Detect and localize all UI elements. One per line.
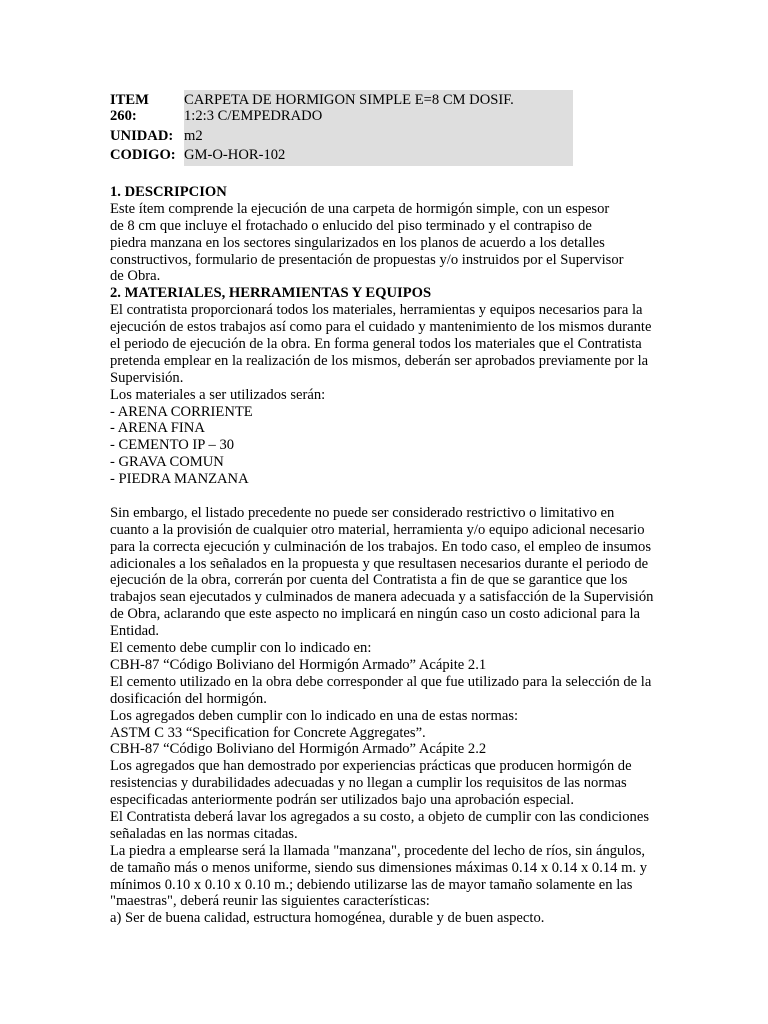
text-line: trabajos sean ejecutados y culminados de manera adecuada y a satisfacción de la Supervisión — [110, 589, 654, 606]
text-line: resistencias y durabilidades adecuadas y no llegan a cumplir los requisitos de las normas — [110, 775, 627, 792]
text-line: El Contratista deberá lavar los agregados a su costo, a objeto de cumplir con las condiciones — [110, 808, 649, 825]
text-line: dosificación del hormigón. — [110, 690, 267, 707]
text-line: - GRAVA COMUN — [110, 454, 224, 471]
text-line: ejecución de estos trabajos así como para el cuidado y mantenimiento de los mismos durante — [110, 319, 652, 336]
document-body — [110, 184, 710, 927]
text-line: mínimos 0.10 x 0.10 x 0.10 m.; debiendo utilizarse las de mayor tamaño solamente en las — [110, 876, 633, 893]
text-line: el periodo de ejecución de la obra. En forma general todos los materiales que el Contratista — [110, 336, 642, 353]
text-line: El cemento utilizado en la obra debe corresponder al que fue utilizado para la selección de la — [110, 673, 652, 690]
text-line: "maestras", deberá reunir las siguientes características: — [110, 893, 430, 910]
code-label: CODIGO: — [110, 147, 176, 164]
unit-value: m2 — [184, 127, 573, 146]
item-title-line2: 1:2:3 C/EMPEDRADO — [184, 108, 323, 125]
item-number-label: 260: — [110, 108, 137, 125]
section-heading: 2. MATERIALES, HERRAMIENTAS Y EQUIPOS — [110, 285, 432, 302]
text-line: pretenda emplear en la realización de los mismos, deberán ser aprobados previamente por la — [110, 352, 649, 369]
text-line: para la correcta ejecución y culminación de los trabajos. En todo caso, el empleo de insumos — [110, 538, 651, 555]
item-header-table — [110, 90, 573, 166]
text-line: El cemento debe cumplir con lo indicado en: — [110, 640, 372, 657]
item-row — [110, 90, 573, 127]
text-line: de Obra, aclarando que este aspecto no implicará en ningún caso un costo adicional para la — [110, 606, 641, 623]
text-line: cuanto a la provisión de cualquier otro material, herramienta y/o equipo adicional necesario — [110, 521, 645, 538]
text-line: constructivos, formulario de presentación de propuestas y/o instruidos por el Supervisor — [110, 251, 624, 268]
text-line: Este ítem comprende la ejecución de una carpeta de hormigón simple, con un espesor — [110, 200, 610, 217]
text-line: CBH-87 “Código Boliviano del Hormigón Armado” Acápite 2.2 — [110, 741, 487, 758]
item-title-cell — [184, 90, 573, 127]
item-label-cell — [110, 90, 184, 127]
text-line: Supervisión. — [110, 369, 184, 386]
unit-row — [110, 127, 573, 146]
text-line: de tamaño más o menos uniforme, siendo sus dimensiones máximas 0.14 x 0.14 x 0.14 m. y — [110, 859, 648, 876]
text-line: - PIEDRA MANZANA — [110, 471, 249, 488]
section-heading: 1. DESCRIPCION — [110, 184, 227, 200]
item-title-line1: CARPETA DE HORMIGON SIMPLE E=8 CM DOSIF. — [184, 92, 514, 108]
text-line: Los materiales a ser utilizados serán: — [110, 386, 326, 403]
text-line: - ARENA FINA — [110, 420, 205, 437]
text-line: La piedra a emplearse será la llamada "manzana", procedente del lecho de ríos, sin ángulos, — [110, 842, 646, 859]
text-line: CBH-87 “Código Boliviano del Hormigón Armado” Acápite 2.1 — [110, 656, 487, 673]
code-value: GM-O-HOR-102 — [184, 146, 573, 165]
text-line: señaladas en las normas citadas. — [110, 825, 298, 842]
text-line: ASTM C 33 “Specification for Concrete Aggregates”. — [110, 724, 426, 741]
text-line: adicionales a los señalados en la propuesta y que resultasen necesarios durante el periodo de — [110, 555, 649, 572]
text-line: - ARENA CORRIENTE — [110, 403, 253, 420]
text-line: Los agregados que han demostrado por experiencias prácticas que producen hormigón de — [110, 758, 632, 775]
text-line: Entidad. — [110, 623, 160, 640]
text-line: Los agregados deben cumplir con lo indicado en una de estas normas: — [110, 707, 519, 724]
code-row — [110, 146, 573, 165]
unit-label: UNIDAD: — [110, 127, 174, 144]
text-line: de 8 cm que incluye el frotachado o enlucido del piso terminado y el contrapiso de — [110, 217, 592, 234]
text-line: de Obra. — [110, 268, 161, 285]
text-line: El contratista proporcionará todos los materiales, herramientas y equipos necesarios para la — [110, 302, 643, 319]
text-line: ejecución de la obra, correrán por cuenta del Contratista a fin de que se garantice que los — [110, 572, 628, 589]
text-line: Sin embargo, el listado precedente no puede ser considerado restrictivo o limitativo en — [110, 504, 615, 521]
text-line: especificadas anteriormente podrán ser utilizados bajo una aprobación especial. — [110, 792, 574, 809]
text-line: a) Ser de buena calidad, estructura homogénea, durable y de buen aspecto. — [110, 910, 545, 927]
blank-line — [110, 488, 710, 505]
text-line: - CEMENTO IP – 30 — [110, 437, 235, 454]
text-line: piedra manzana en los sectores singularizados en los planos de acuerdo a los detalles — [110, 234, 605, 251]
item-label: ITEM — [110, 92, 149, 108]
